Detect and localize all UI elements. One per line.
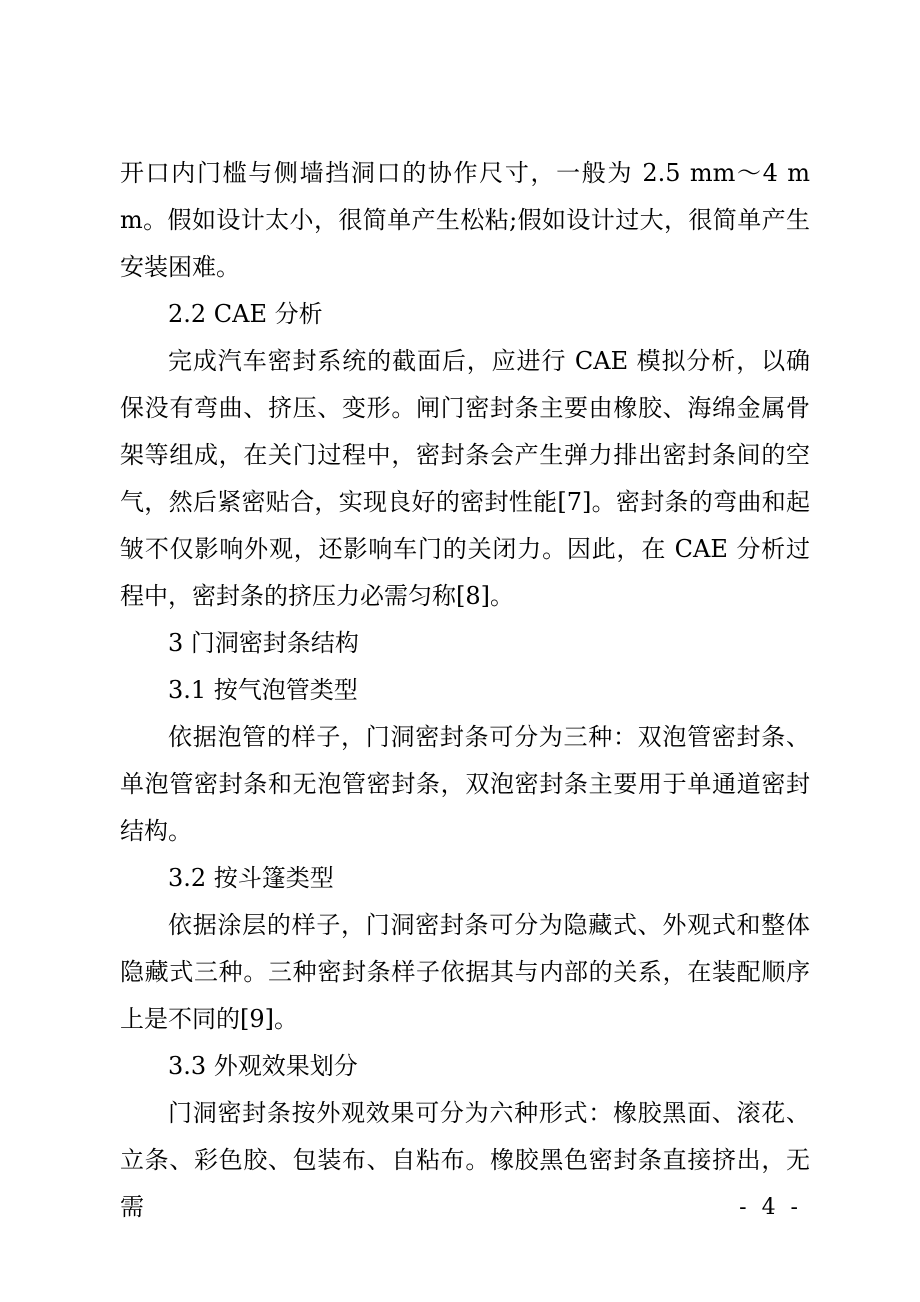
section-heading-3-1: 3.1 按气泡管类型 [168, 676, 358, 704]
page-number: - 4 - [739, 1195, 802, 1220]
section-heading-3: 3 门洞密封条结构 [168, 629, 359, 657]
section-heading-3-3: 3.3 外观效果划分 [168, 1052, 358, 1080]
paragraph-appearance-types: 门洞密封条按外观效果可分为六种形式：橡胶黑面、滚花、立条、彩色胶、包装布、自粘布。橡胶黑色密封条直接挤出，无需 [120, 1099, 810, 1221]
document-body [120, 150, 810, 1231]
paragraph-cloak-types: 依据涂层的样子，门洞密封条可分为隐藏式、外观式和整体隐藏式三种。三种密封条样子依据其与内部的关系，在装配顺序上是不同的[9]。 [120, 911, 810, 1033]
paragraph-bubble-tube-types: 依据泡管的样子，门洞密封条可分为三种：双泡管密封条、单泡管密封条和无泡管密封条，双泡密封条主要用于单通道密封结构。 [120, 723, 810, 845]
paragraph-cae-analysis: 完成汽车密封系统的截面后，应进行 CAE 模拟分析，以确保没有弯曲、挤压、变形。闸门密封条主要由橡胶、海绵金属骨架等组成，在关门过程中，密封条会产生弹力排出密封条间的空气，然后紧密贴合，实现良好的密封性能[7]。密封条的弯曲和起皱不仅影响外观，还影响车门的关闭力。因此，在 CAE 分析过程中，密封条的挤压力必需匀称[8]。 [120, 347, 810, 610]
section-heading-3-2: 3.2 按斗篷类型 [168, 864, 334, 892]
section-heading-2-2: 2.2 CAE 分析 [168, 300, 323, 328]
paragraph-door-sill-clearance: 开口内门槛与侧墙挡洞口的协作尺寸，一般为 2.5 mm～4 mm。假如设计太小，很简单产生松粘;假如设计过大，很简单产生安装困难。 [120, 159, 810, 281]
